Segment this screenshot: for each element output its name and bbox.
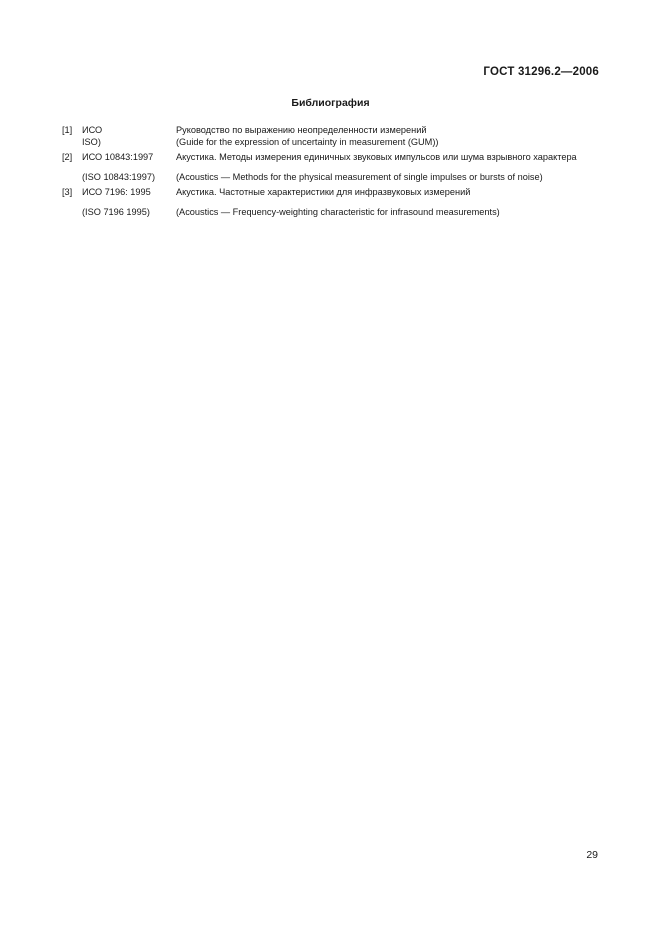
entry-code-alt: (ISO 7196 1995) xyxy=(82,207,150,217)
page-number: 29 xyxy=(586,849,598,861)
entry-code: ИСО 7196: 1995 xyxy=(82,187,151,197)
entry-number: [3] xyxy=(62,187,73,197)
entry-title: Акустика. Частотные характеристики для инфразвуковых измерений xyxy=(176,187,471,197)
section-title: Библиография xyxy=(291,97,370,109)
entry-title-alt: (Guide for the expression of uncertainty in measurement (GUM)) xyxy=(176,137,439,147)
entry-code-alt: ISO) xyxy=(82,137,101,147)
bibliography-entry-3 xyxy=(62,186,602,218)
entry-title-alt: (Acoustics — Frequency-weighting characteristic for infrasound measurements) xyxy=(176,207,500,217)
bibliography-list xyxy=(62,124,602,218)
standard-code: ГОСТ 31296.2—2006 xyxy=(483,66,599,78)
entry-code: ИСО xyxy=(82,125,103,135)
entry-title: Руководство по выражению неопределенности измерений xyxy=(176,125,427,135)
entry-number: [2] xyxy=(62,152,73,162)
bibliography-entry-1 xyxy=(62,124,602,148)
bibliography-entry-2 xyxy=(62,151,602,183)
entry-title-alt: (Acoustics — Methods for the physical measurement of single impulses or bursts of noise) xyxy=(176,172,543,182)
entry-code-alt: (ISO 10843:1997) xyxy=(82,172,156,182)
entry-code: ИСО 10843:1997 xyxy=(82,152,154,162)
entry-number: [1] xyxy=(62,125,73,135)
entry-title: Акустика. Методы измерения единичных звуковых импульсов или шума взрывного характера xyxy=(176,152,577,162)
